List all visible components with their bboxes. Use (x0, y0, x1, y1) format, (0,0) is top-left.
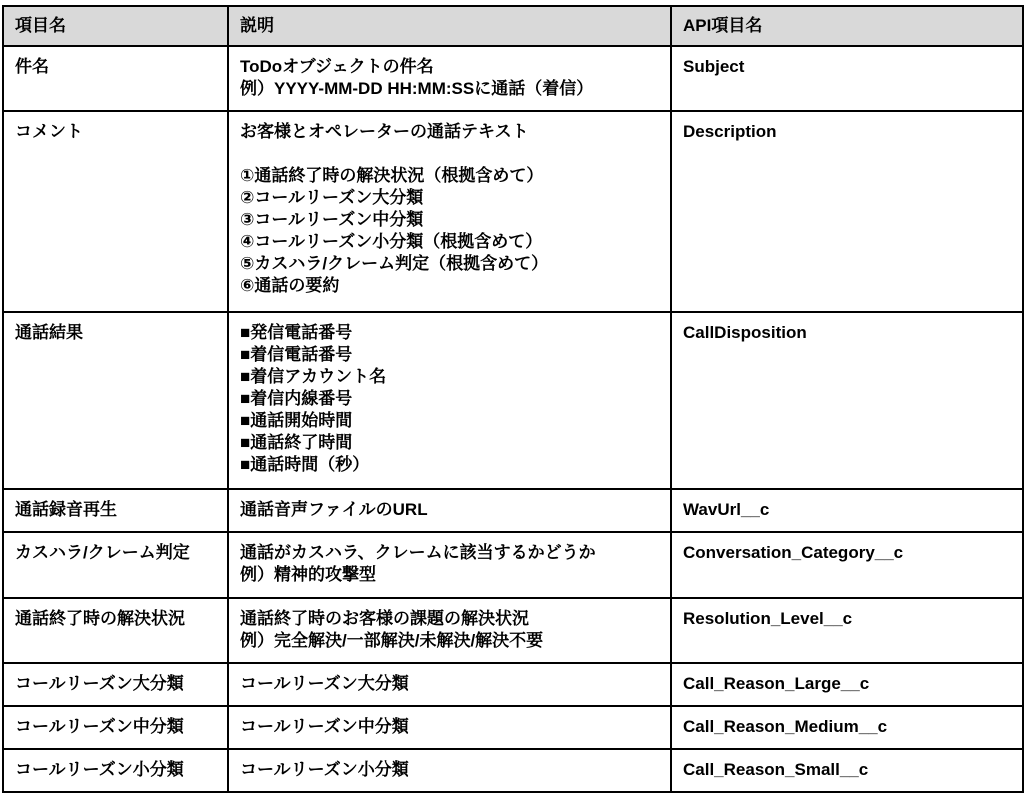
cell-item-name: コールリーズン中分類 (3, 706, 228, 749)
table-row (3, 46, 1023, 111)
cell-item-name: カスハラ/クレーム判定 (3, 532, 228, 597)
description-line: ③コールリーズン中分類 (240, 210, 424, 230)
description-line: 通話がカスハラ、クレームに該当するかどうか (240, 543, 596, 563)
cell-item-name: 通話終了時の解決状況 (3, 598, 228, 663)
table-row (3, 663, 1023, 706)
header-row (3, 6, 1023, 46)
description-line: ToDoオブジェクトの件名 (240, 57, 434, 76)
description-line: ④コールリーズン小分類（根拠含めて） (240, 232, 543, 252)
description-line: お客様とオペレーターの通話テキスト (240, 122, 529, 142)
description-line: ■通話終了時間 (240, 432, 353, 452)
field-mapping-table (2, 5, 1024, 793)
cell-item-name: 通話結果 (3, 312, 228, 490)
description-line: ■着信アカウント名 (240, 366, 387, 386)
cell-description (228, 598, 671, 663)
table-header (3, 6, 1023, 46)
table-row (3, 532, 1023, 597)
cell-description (228, 749, 671, 792)
cell-item-name: コールリーズン大分類 (3, 663, 228, 706)
description-line: ■発信電話番号 (240, 322, 353, 342)
table-row (3, 749, 1023, 792)
description-line: 例）精神的攻撃型 (240, 565, 376, 585)
description-line: 例）完全解決/一部解決/未解決/解決不要 (240, 630, 544, 650)
cell-description (228, 111, 671, 311)
header-api-name: API項目名 (671, 6, 1023, 46)
description-line: ■着信電話番号 (240, 344, 353, 364)
cell-description (228, 312, 671, 490)
cell-api-name: Subject (671, 46, 1023, 111)
cell-description (228, 706, 671, 749)
cell-api-name: Description (671, 111, 1023, 311)
cell-item-name: 件名 (3, 46, 228, 111)
description-line: ②コールリーズン大分類 (240, 188, 424, 208)
cell-api-name: CallDisposition (671, 312, 1023, 490)
cell-item-name: コールリーズン小分類 (3, 749, 228, 792)
description-line: ⑤カスハラ/クレーム判定（根拠含めて） (240, 254, 549, 274)
cell-api-name: Call_Reason_Medium__c (671, 706, 1023, 749)
description-line: コールリーズン中分類 (240, 717, 409, 737)
description-line: ■通話時間（秒） (240, 454, 370, 474)
header-description: 説明 (228, 6, 671, 46)
cell-description (228, 46, 671, 111)
table-body (3, 46, 1023, 792)
cell-api-name: Conversation_Category__c (671, 532, 1023, 597)
table-row (3, 706, 1023, 749)
cell-item-name: 通話録音再生 (3, 489, 228, 532)
description-line: 例）YYYY-MM-DD HH:MM:SSに通話（着信） (240, 79, 594, 98)
description-line: コールリーズン小分類 (240, 759, 409, 779)
cell-api-name: WavUrl__c (671, 489, 1023, 532)
cell-item-name: コメント (3, 111, 228, 311)
cell-description (228, 489, 671, 532)
description-line: ■着信内線番号 (240, 388, 353, 408)
description-line: 通話音声ファイルのURL (240, 500, 428, 520)
cell-api-name: Resolution_Level__c (671, 598, 1023, 663)
cell-api-name: Call_Reason_Small__c (671, 749, 1023, 792)
description-line: ①通話終了時の解決状況（根拠含めて） (240, 166, 544, 186)
table-row (3, 111, 1023, 311)
table-row (3, 598, 1023, 663)
cell-description (228, 532, 671, 597)
description-line: ⑥通話の要約 (240, 276, 340, 296)
table-row (3, 489, 1023, 532)
table-row (3, 312, 1023, 490)
description-line: 通話終了時のお客様の課題の解決状況 (240, 608, 529, 628)
description-line: ■通話開始時間 (240, 410, 353, 430)
cell-api-name: Call_Reason_Large__c (671, 663, 1023, 706)
header-item-name: 項目名 (3, 6, 228, 46)
description-line: コールリーズン大分類 (240, 674, 409, 694)
cell-description (228, 663, 671, 706)
description-line (240, 143, 662, 165)
